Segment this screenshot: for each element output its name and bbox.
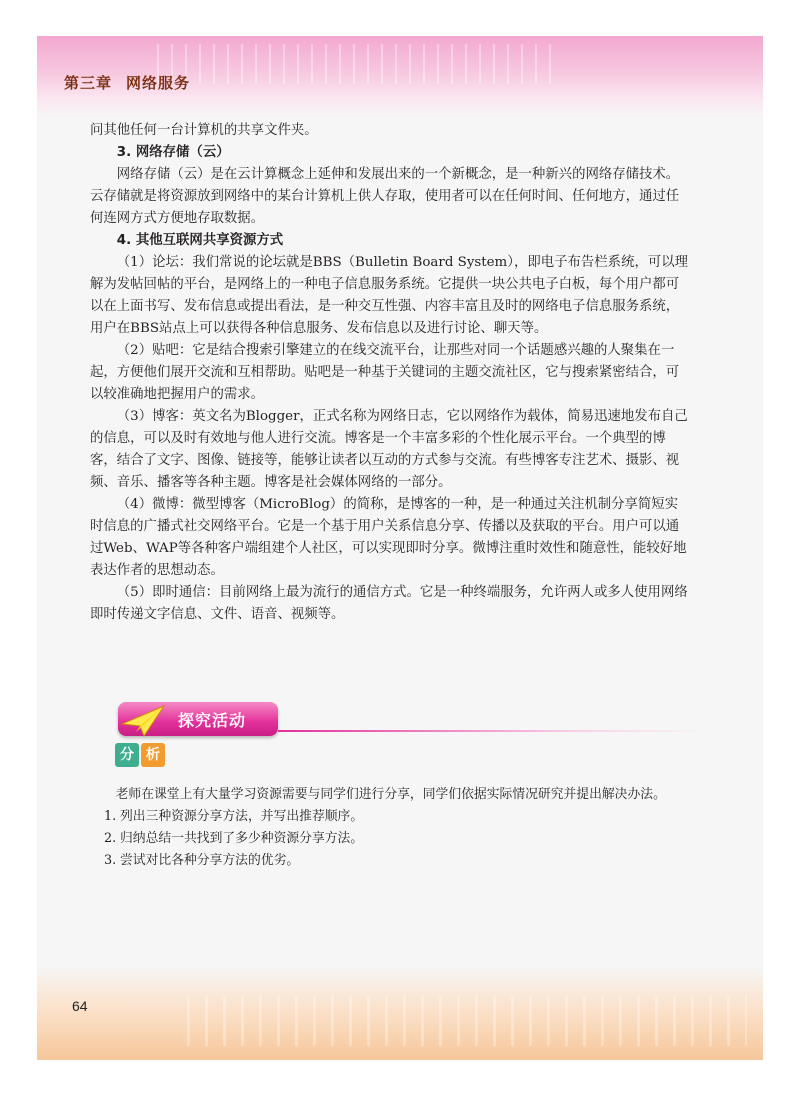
activity-underline — [278, 730, 708, 732]
activity-task-list — [90, 806, 690, 872]
paragraph-tieba: （2）贴吧：它是结合搜索引擎建立的在线交流平台，让那些对同一个话题感兴趣的人聚集在一起，方便他们展开交流和互相帮助。贴吧是一种基于关键词的主题交流社区，它与搜索紧密结合，可以较准确地把握用户的需求。 — [90, 343, 680, 402]
list-item-number: 2. — [104, 831, 117, 846]
chapter-number: 第三章 — [64, 74, 113, 92]
list-item-text: 归纳总结一共找到了多少种资源分享方法。 — [120, 831, 364, 846]
page-footer-band — [37, 966, 763, 1060]
analysis-label — [115, 743, 167, 769]
activity-text — [90, 784, 690, 872]
activity-title: 探究活动 — [178, 711, 247, 730]
list-item — [90, 828, 690, 850]
footer-decoration — [187, 996, 747, 1046]
paragraph-continued: 问其他任何一台计算机的共享文件夹。 — [90, 123, 318, 138]
activity-intro: 老师在课堂上有大量学习资源需要与同学们进行分享，同学们依据实际情况研究并提出解决办法。 — [115, 787, 666, 802]
header-decoration — [157, 44, 557, 84]
page-number: 64 — [72, 998, 88, 1014]
chapter-title — [64, 72, 204, 93]
list-item-number: 3. — [104, 853, 117, 868]
activity-banner — [118, 702, 278, 736]
section-heading-4: 4. 其他互联网共享资源方式 — [116, 233, 284, 248]
page-header-band — [37, 36, 763, 118]
paragraph-blog: （3）博客：英文名为Blogger，正式名称为网络日志，它以网络作为载体，简易迅速地发布自己的信息，可以及时有效地与他人进行交流。博客是一个丰富多彩的个性化展示平台。一个典型的博客，结合了文字、图像、链接等，能够让读者以互动的方式参与交流。有些博客专注艺术、摄影、视频、音乐、播客等各种主题。博客是社会媒体网络的一部分。 — [90, 409, 688, 490]
list-item-text: 尝试对比各种分享方法的优劣。 — [120, 853, 300, 868]
chapter-name: 网络服务 — [126, 74, 191, 92]
paragraph-instant-messaging: （5）即时通信：目前网络上最为流行的通信方式。它是一种终端服务，允许两人或多人使用网络即时传递文字信息、文件、语音、视频等。 — [90, 585, 688, 622]
list-item-text: 列出三种资源分享方法，并写出推荐顺序。 — [120, 809, 364, 824]
paragraph-cloud-storage: 网络存储（云）是在云计算概念上延伸和发展出来的一个新概念，是一种新兴的网络存储技术。云存储就是将资源放到网络中的某台计算机上供人存取，使用者可以在任何时间、任何地方，通过任何连网方式方便地存取数据。 — [90, 167, 680, 226]
paper-plane-icon — [114, 702, 170, 742]
analysis-char-2: 析 — [141, 743, 165, 767]
list-item — [90, 850, 690, 872]
section-heading-3: 3. 网络存储（云） — [116, 145, 230, 160]
analysis-char-1: 分 — [115, 743, 139, 767]
list-item — [90, 806, 690, 828]
paragraph-microblog: （4）微博：微型博客（MicroBlog）的简称，是博客的一种，是一种通过关注机制分享简短实时信息的广播式社交网络平台。它是一个基于用户关系信息分享、传播以及获取的平台。用户可以通过Web、WAP等各种客户端组建个人社区，可以实现即时分享。微博注重时效性和随意性，能较好地表达作者的思想动态。 — [90, 497, 687, 578]
paragraph-forum: （1）论坛：我们常说的论坛就是BBS（Bulletin Board System），即电子布告栏系统，可以理解为发帖回帖的平台，是网络上的一种电子信息服务系统。它提供一块公共电子白板，每个用户都可以在上面书写、发布信息或提出看法，是一种交互性强、内容丰富且及时的网络电子信息服务系统，用户在BBS站点上可以获得各种信息服务、发布信息以及进行讨论、聊天等。 — [90, 255, 689, 336]
main-text — [90, 120, 690, 626]
list-item-number: 1. — [104, 809, 117, 824]
